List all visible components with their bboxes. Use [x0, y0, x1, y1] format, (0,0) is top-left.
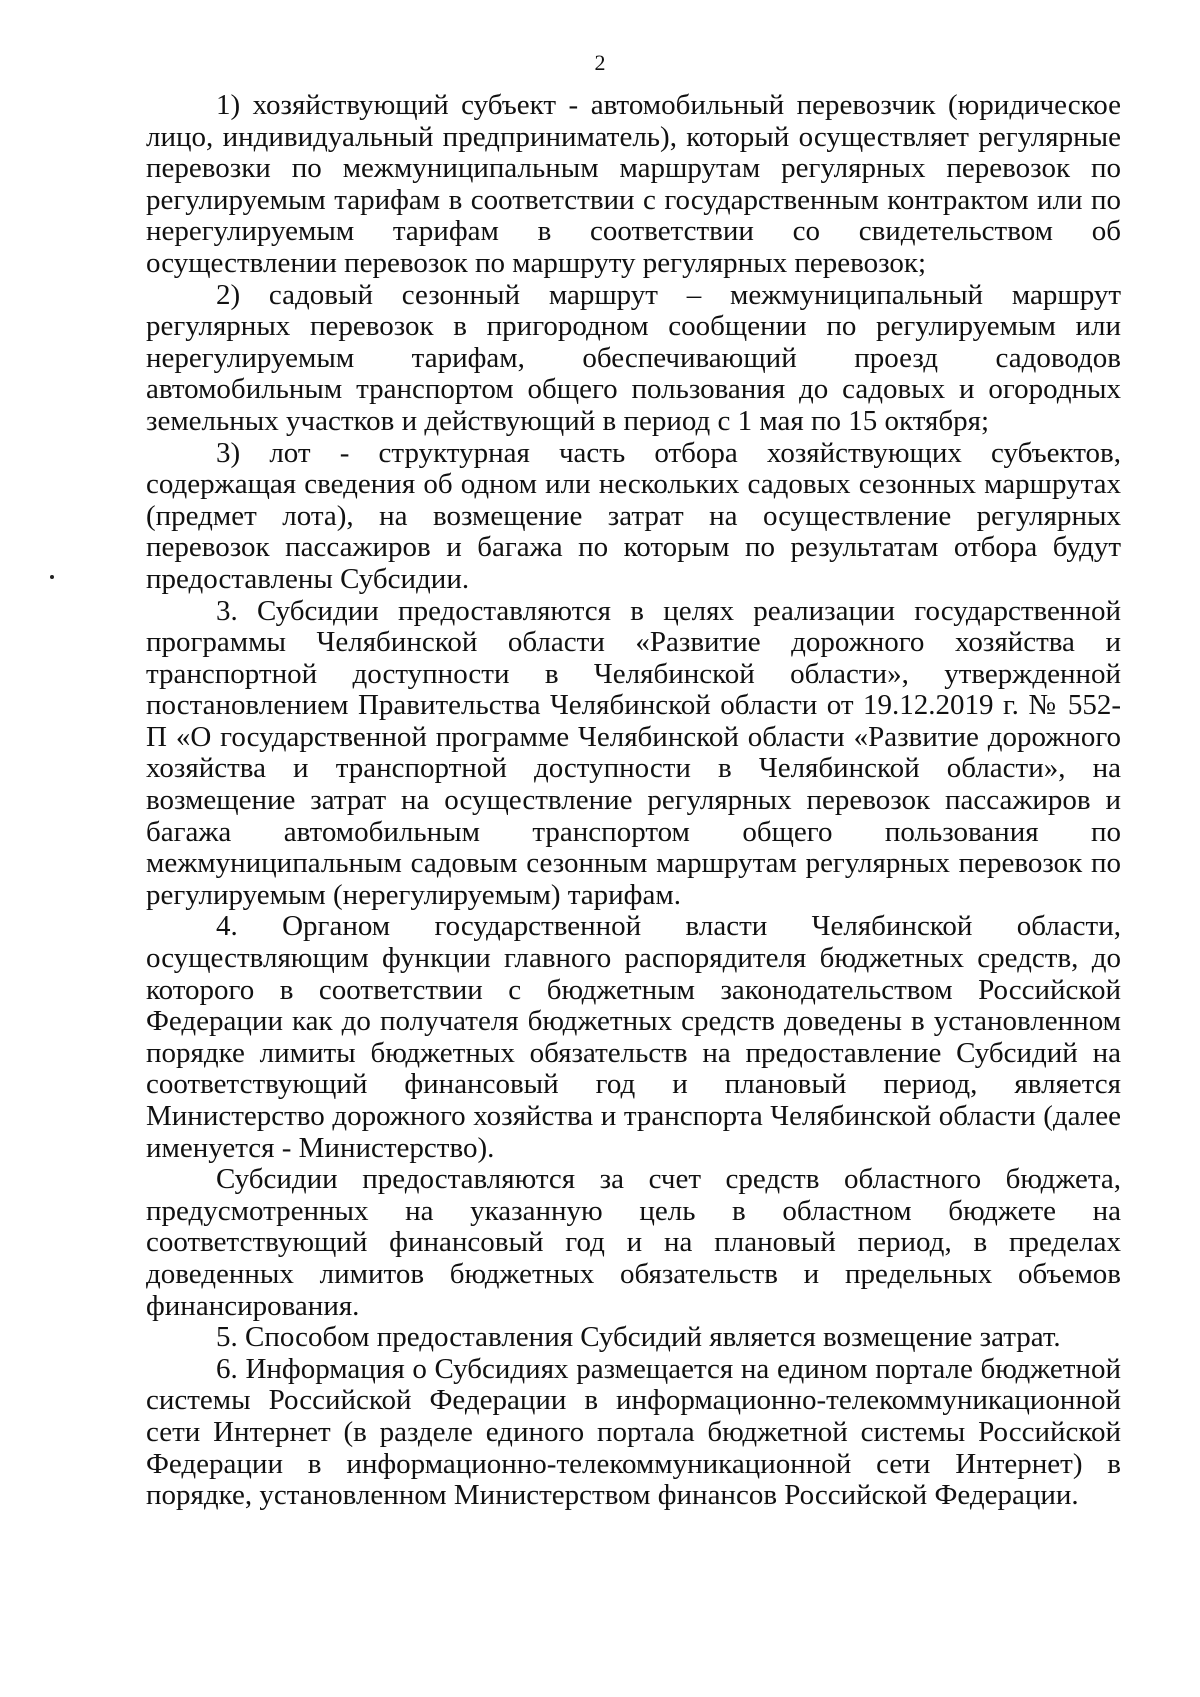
paragraph-5-provision-method: 5. Способом предоставления Субсидий является возмещение затрат.: [216, 1321, 1061, 1354]
paragraph-subsidy-funding: Субсидии предоставляются за счет средств областного бюджета, предусмотренных на указанную цель в областном бюджете на соответствующий финансовый год и на плановый период, в пределах доведенных лимитов бюджетных обязательств и предельных объемов финансирования.: [146, 1163, 1121, 1322]
paragraph-6-information-portal: 6. Информация о Субсидиях размещается на едином портале бюджетной системы Российской Федерации в информационно-телекоммуникационной сети Интернет (в разделе единого портала бюджетной системы Российской Федерации в информационно-телекоммуникационной сети Интернет) в порядке, установленном Министерством финансов Российской Федерации.: [146, 1352, 1121, 1512]
document-body: [146, 90, 1121, 1512]
paragraph-definition-economic-entity: 1) хозяйствующий субъект - автомобильный перевозчик (юридическое лицо, индивидуальный предприниматель), который осуществляет регулярные перевозки по межмуниципальным маршрутам регулярных перевозок по регулируемым тарифам в соответствии с государственным контрактом или по нерегулируемым тарифам в соответствии со свидетельством об осуществлении перевозок по маршруту регулярных перевозок;: [146, 89, 1121, 279]
paragraph-definition-lot: 3) лот - структурная часть отбора хозяйствующих субъектов, содержащая сведения об одном или нескольких садовых сезонных маршрутах (предмет лота), на возмещение затрат на осуществление регулярных перевозок пассажиров и багажа по которым по результатам отбора будут предоставлены Субсидии.: [146, 436, 1121, 595]
paragraph-definition-garden-route: 2) садовый сезонный маршрут – межмуниципальный маршрут регулярных перевозок в пригородном сообщении по регулируемым или нерегулируемым тарифам, обеспечивающий проезд садоводов автомобильным транспортом общего пользования до садовых и огородных земельных участков и действующий в период с 1 мая по 15 октября;: [146, 278, 1121, 437]
scan-dot-mark: [50, 575, 54, 579]
paragraph-4-state-authority: 4. Органом государственной власти Челябинской области, осуществляющим функции главного распорядителя бюджетных средств, до которого в соответствии с бюджетным законодательством Российской Федерации как до получателя бюджетных средств доведены в установленном порядке лимиты бюджетных обязательств на предоставление Субсидий на соответствующий финансовый год и плановый период, является Министерство дорожного хозяйства и транспорта Челябинской области (далее именуется - Министерство).: [146, 910, 1121, 1164]
paragraph-3-subsidy-purpose: 3. Субсидии предоставляются в целях реализации государственной программы Челябинской области «Развитие дорожного хозяйства и транспортной доступности в Челябинской области», утвержденной постановлением Правительства Челябинской области от 19.12.2019 г. № 552-П «О государственной программе Челябинской области «Развитие дорожного хозяйства и транспортной доступности в Челябинской области», на возмещение затрат на осуществление регулярных перевозок пассажиров и багажа автомобильным транспортом общего пользования по межмуниципальным садовым сезонным маршрутам регулярных перевозок по регулируемым (нерегулируемым) тарифам.: [146, 594, 1121, 911]
page-number: 2: [594, 50, 606, 75]
